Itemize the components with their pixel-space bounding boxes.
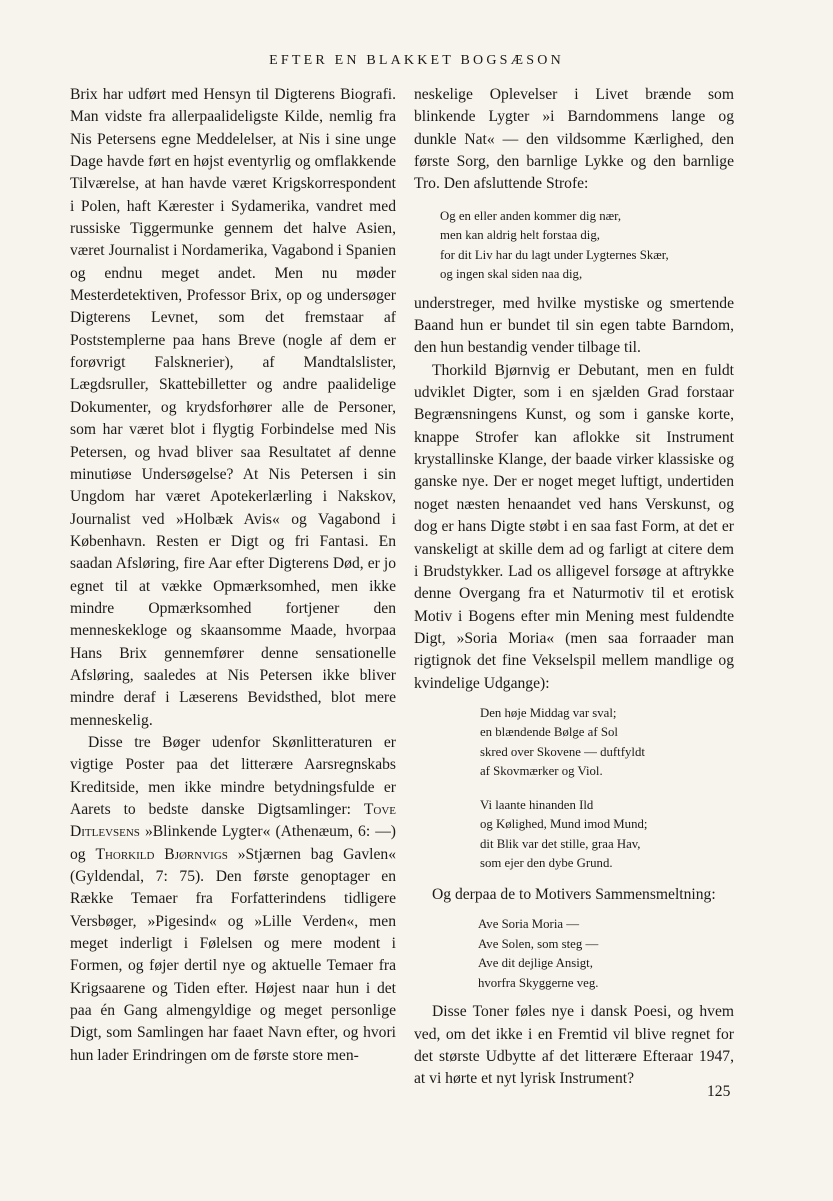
text-run: »Stjærnen bag Gavlen« (Gyldendal, 7: 75). Den første genoptager en Række Temaer fra Forfatterindens tidligere Versbøger, »Pigesind« og »Lille Verden«, men meget inderligt i Følelsen og mere modent i Formen, og føjer dertil nye og aktuelle Temaer fra Krigsaarene og Tiden efter. Højest naar hun i det paa én Gang almengyldige og meget personlige Digt, som Samlingen har faaet Navn efter, og hvori hun lader Erindringen om de første store men-	[70, 845, 396, 1064]
paragraph: Brix har udført med Hensyn til Digterens Biografi. Man vidste fra allerpaalideligste Kilde, nemlig fra Nis Petersens egne Meddelelser, at Nis i sine unge Dage havde ført en højst eventyrlig og omflakkende Tilværelse, at han havde været Krigskorrespondent i Polen, haft Kærester i Sydamerika, vandret med russiske Tiggermunke gennem det halve Asien, været Journalist i Nordamerika, Vagabond i Spanien og endnu meget andet. Men nu møder Mesterdetektiven, Professor Brix, op og undersøger Digterens Levnet, som det fremstaar af Poststemplerne paa hans Breve (nogle af dem er forøvrigt Falsknerier), af Mandtalslister, Lægdsruller, Skattebilletter og andre paalidelige Dokumenter, og krydsforhører alle de Personer, som har været blot i flygtig Forbindelse med Nis Petersen, og hvad bliver saa Resultatet af denne minutiøse Undersøgelse? At Nis Petersen i sin Ungdom har været Apotekerlærling i Nakskov, Journalist ved »Holbæk Avis« og Vagabond i København. Resten er Digt og fri Fantasi. En saadan Afsløring, fire Aar efter Digterens Død, er jo egnet til at vække Opmærksomhed, men ikke mindre Opmærksomhed fortjener den menneskekloge og skaansomme Maade, hvorpaa Hans Brix gennemfører denne sensationelle Afsløring, saaledes at Nis Petersen ikke bliver mindre deraf i Læserens Bevidsthed, blot mere menneskelig.	[70, 86, 396, 729]
author-name: Thorkild Bjørnvigs	[95, 845, 228, 863]
verse-line: og Kølighed, Mund imod Mund;	[480, 817, 648, 832]
paragraph: Thorkild Bjørnvig er Debutant, men en fuldt udviklet Digter, som i en sjælden Grad forstaar Begrænsningens Kunst, og som i ganske korte, knappe Strofer kan aflokke sit Instrument krystallinske Klange, der baade virker klassiske og ganske nye. Der er noget meget luftigt, undertiden noget næsten henaandet ved hans Verskunst, og dog er hans Digte støbt i en saa fast Form, at det er vanskeligt at skille dem ad og farligt at citere dem i Brudstykker. Lad os alligevel forsøge at aftrykke denne Overgang fra et Naturmotiv til et erotisk Motiv i Bogens efter min Mening mest fuldendte Digt, »Soria Moria« (men saa forraader man rigtignok det fine Vekselspil mellem mandlige og kvindelige Udgange):	[414, 361, 734, 692]
verse-line: hvorfra Skyggerne veg.	[478, 975, 599, 990]
left-column	[70, 84, 396, 1067]
verse-line: Vi laante hinanden Ild	[480, 797, 594, 812]
verse-line: og ingen skal siden naa dig,	[440, 267, 583, 282]
running-head: EFTER EN BLAKKET BOGSÆSON	[269, 53, 564, 68]
verse-line: Ave Soria Moria —	[478, 917, 580, 932]
text-run: »Blinkende Lygter« (Athenæum, 6: —) og	[70, 823, 396, 863]
paragraph: Disse Toner føles nye i dansk Poesi, og hvem ved, om det ikke i en Fremtid vil blive regnet for det største Udbytte af det litterære Efteraar 1947, at vi hørte et nyt lyrisk Instrument?	[414, 1003, 734, 1088]
verse-line: en blændende Bølge af Sol	[480, 725, 618, 740]
verse-stanza	[478, 915, 734, 993]
verse-stanza	[480, 704, 734, 782]
paragraph	[70, 732, 396, 1067]
page-number: 125	[707, 1083, 731, 1100]
verse-line: dit Blik var det stille, graa Hav,	[480, 836, 641, 851]
right-column	[414, 84, 734, 1091]
verse-stanza	[440, 207, 734, 285]
verse-line: Ave Solen, som steg —	[478, 936, 599, 951]
verse-line: af Skovmærker og Viol.	[480, 764, 603, 779]
verse-line: skred over Skovene — duftfyldt	[480, 744, 645, 759]
verse-line: for dit Liv har du lagt under Lygternes Skær,	[440, 247, 669, 262]
verse-line: men kan aldrig helt forstaa dig,	[440, 228, 600, 243]
paragraph: Og derpaa de to Motivers Sammensmeltning:	[432, 885, 716, 903]
verse-line: Og en eller anden kommer dig nær,	[440, 208, 622, 223]
paragraph: neskelige Oplevelser i Livet brænde som blinkende Lygter »i Barndommens lange og dunkle Nat« — den vildsomme Kærlighed, den første Sorg, den barnlige Lykke og den barnlige Tro. Den afsluttende Strofe:	[414, 86, 734, 193]
verse-line: Ave dit dejlige Ansigt,	[478, 956, 593, 971]
verse-line: som ejer den dybe Grund.	[480, 856, 613, 871]
verse-stanza	[480, 796, 734, 874]
paragraph: understreger, med hvilke mystiske og smertende Baand hun er bundet til sin egen tabte Barndom, den hun bestandig vender tilbage til.	[414, 294, 734, 357]
text-run: Disse tre Bøger udenfor Skønlitteraturen er vigtige Poster paa det litterære Aarsregnskabs Kreditside, men ikke mindre betydningsfulde er Aarets to bedste danske Digtsamlinger:	[70, 733, 396, 818]
verse-line: Den høje Middag var sval;	[480, 705, 617, 720]
author-name: Tove Ditlevsens	[70, 801, 396, 841]
